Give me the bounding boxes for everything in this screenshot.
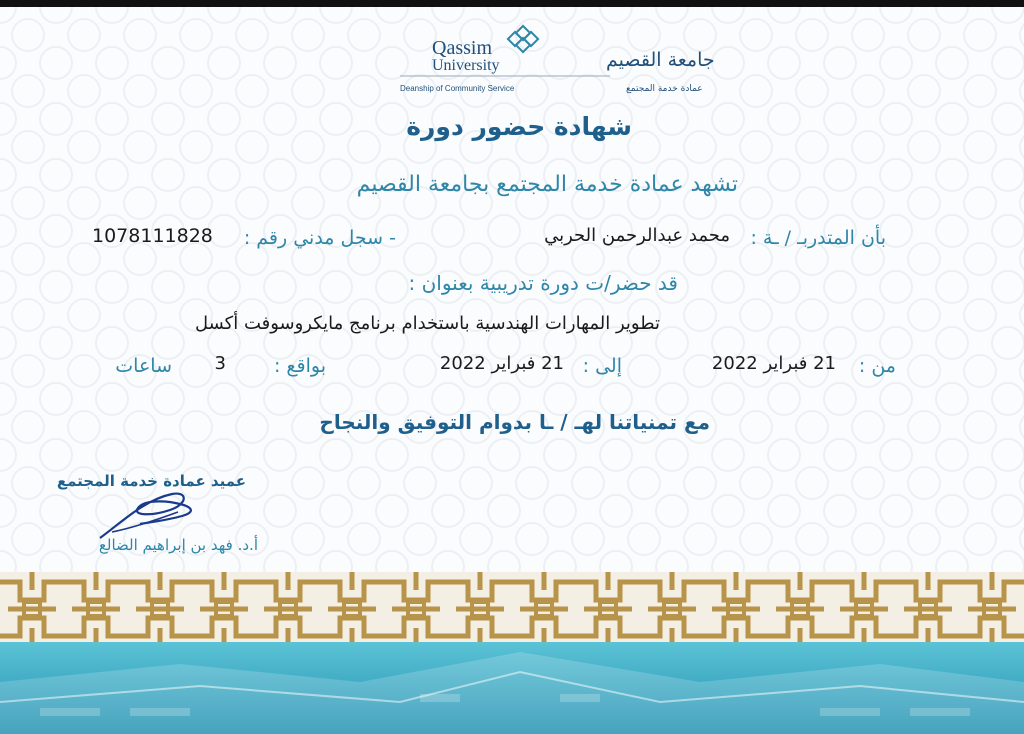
trainee-label: بأن المتدربـ / ـة : bbox=[750, 227, 886, 249]
duration-label: بواقع : bbox=[273, 355, 326, 377]
top-bar bbox=[0, 0, 1024, 7]
gold-border-band bbox=[0, 572, 1024, 646]
logo-ar-name: جامعة القصيم bbox=[606, 49, 715, 71]
civil-number: 1078111828 bbox=[92, 225, 213, 247]
to-date: 21 فبراير 2022 bbox=[439, 353, 564, 374]
signature-image bbox=[92, 482, 212, 542]
civil-label: - سجل مدني رقم : bbox=[243, 227, 396, 249]
certificate-title: شهادة حضور دورة bbox=[406, 112, 632, 141]
signature-role: عميد عمادة خدمة المجتمع bbox=[56, 472, 246, 490]
logo-en-deanship: Deanship of Community Service bbox=[400, 84, 515, 93]
logo-en-line1: Qassim bbox=[432, 37, 492, 59]
to-label: إلى : bbox=[582, 355, 622, 377]
university-logo bbox=[396, 24, 715, 98]
duration-value: 3 bbox=[214, 353, 226, 374]
course-title: تطوير المهارات الهندسية باستخدام برنامج مايكروسوفت أكسل bbox=[194, 313, 660, 334]
campus-building-band bbox=[0, 642, 1024, 734]
from-date: 21 فبراير 2022 bbox=[711, 353, 836, 374]
signature-name: أ.د. فهد بن إبراهيم الضالع bbox=[98, 536, 258, 554]
from-label: من : bbox=[858, 355, 896, 377]
certificate-subtitle: تشهد عمادة خدمة المجتمع بجامعة القصيم bbox=[356, 172, 738, 197]
trainee-name: محمد عبدالرحمن الحربي bbox=[544, 225, 730, 246]
hours-label: ساعات bbox=[115, 355, 172, 377]
wishes-text: مع تمنياتنا لهـ / ـا بدوام التوفيق والنجاح bbox=[319, 410, 710, 434]
attended-label: قد حضر/ت دورة تدريبية بعنوان : bbox=[408, 271, 678, 295]
logo-ar-deanship: عمادة خدمة المجتمع bbox=[626, 84, 703, 94]
logo-en-line2: University bbox=[432, 57, 500, 74]
